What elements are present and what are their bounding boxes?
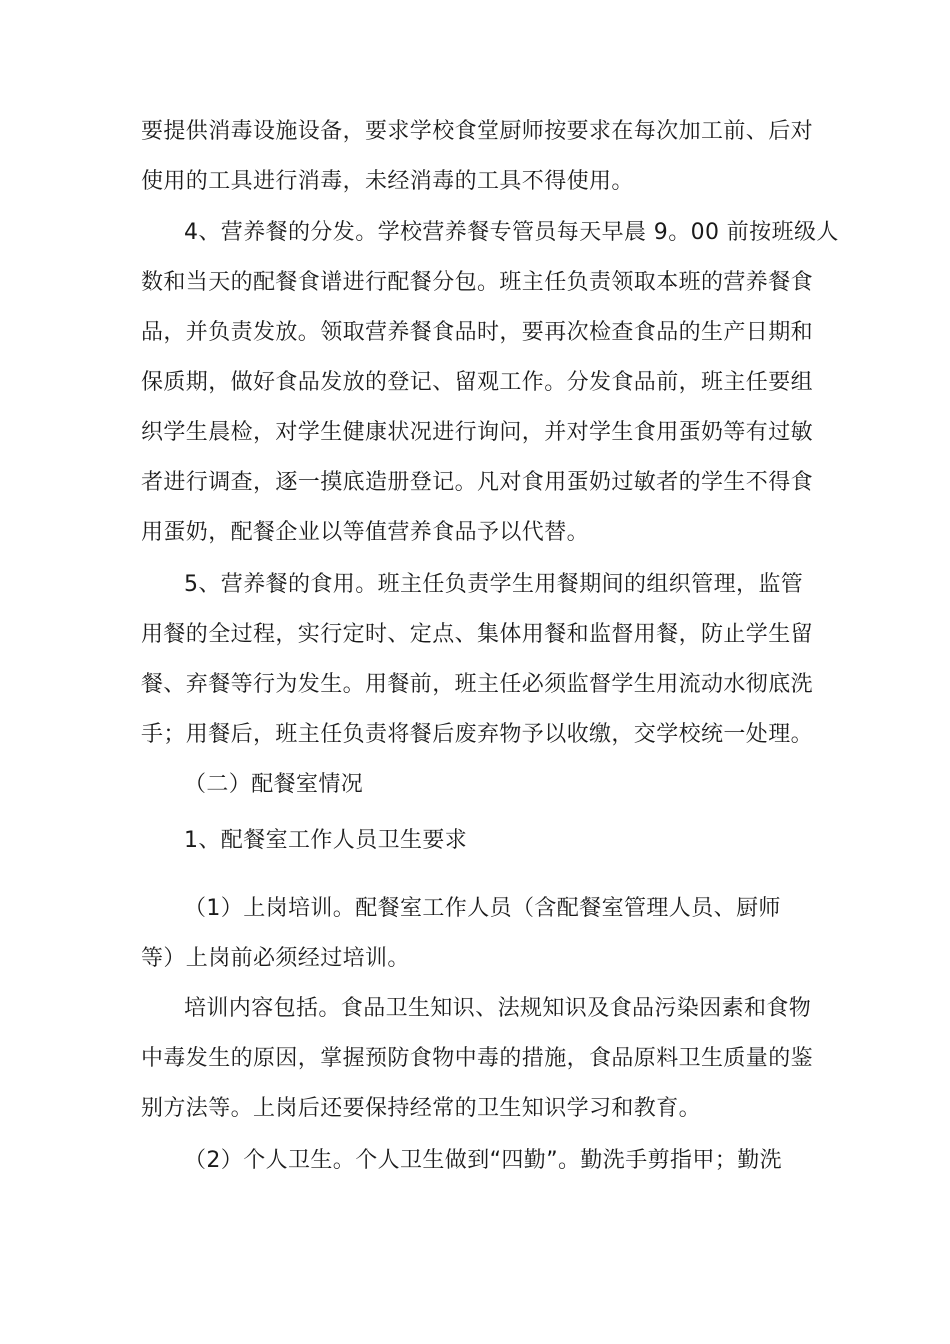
text-line: 品，并负责发放。领取营养餐食品时，要再次检查食品的生产日期和 bbox=[141, 320, 814, 345]
text-line: 5、营养餐的食用。班主任负责学生用餐期间的组织管理，监管 bbox=[184, 572, 804, 597]
text-line: 要提供消毒设施设备，要求学校食堂厨师按要求在每次加工前、后对 bbox=[141, 119, 814, 144]
text-line: 培训内容包括。食品卫生知识、法规知识及食品污染因素和食物 bbox=[184, 996, 812, 1021]
text-line: 等）上岗前必须经过培训。 bbox=[141, 946, 410, 971]
text-line: 保质期，做好食品发放的登记、留观工作。分发食品前，班主任要组 bbox=[141, 370, 814, 395]
text-line: 用餐的全过程，实行定时、定点、集体用餐和监督用餐，防止学生留 bbox=[141, 622, 814, 647]
text-line: 用蛋奶，配餐企业以等值营养食品予以代替。 bbox=[141, 520, 590, 545]
text-line: 4、营养餐的分发。学校营养餐专管员每天早晨 9。00 前按班级人 bbox=[184, 220, 839, 245]
section-heading: （二）配餐室情况 bbox=[184, 772, 364, 797]
subsection-heading: 1、配餐室工作人员卫生要求 bbox=[184, 828, 468, 853]
text-line: 数和当天的配餐食谱进行配餐分包。班主任负责领取本班的营养餐食 bbox=[141, 270, 814, 295]
text-line: 别方法等。上岗后还要保持经常的卫生知识学习和教育。 bbox=[141, 1096, 702, 1121]
text-line: （1）上岗培训。配餐室工作人员（含配餐室管理人员、厨师 bbox=[184, 896, 781, 921]
text-line: 织学生晨检，对学生健康状况进行询问，并对学生食用蛋奶等有过敏 bbox=[141, 420, 814, 445]
text-line: 中毒发生的原因，掌握预防食物中毒的措施，食品原料卫生质量的鉴 bbox=[141, 1046, 814, 1071]
text-line: 使用的工具进行消毒，未经消毒的工具不得使用。 bbox=[141, 169, 634, 194]
text-line: 手；用餐后，班主任负责将餐后废弃物予以收缴，交学校统一处理。 bbox=[141, 722, 814, 747]
text-line: 餐、弃餐等行为发生。用餐前，班主任必须监督学生用流动水彻底洗 bbox=[141, 672, 814, 697]
text-line: 者进行调查，逐一摸底造册登记。凡对食用蛋奶过敏者的学生不得食 bbox=[141, 470, 814, 495]
text-line: （2）个人卫生。个人卫生做到“四勤”。勤洗手剪指甲；勤洗 bbox=[184, 1148, 782, 1173]
